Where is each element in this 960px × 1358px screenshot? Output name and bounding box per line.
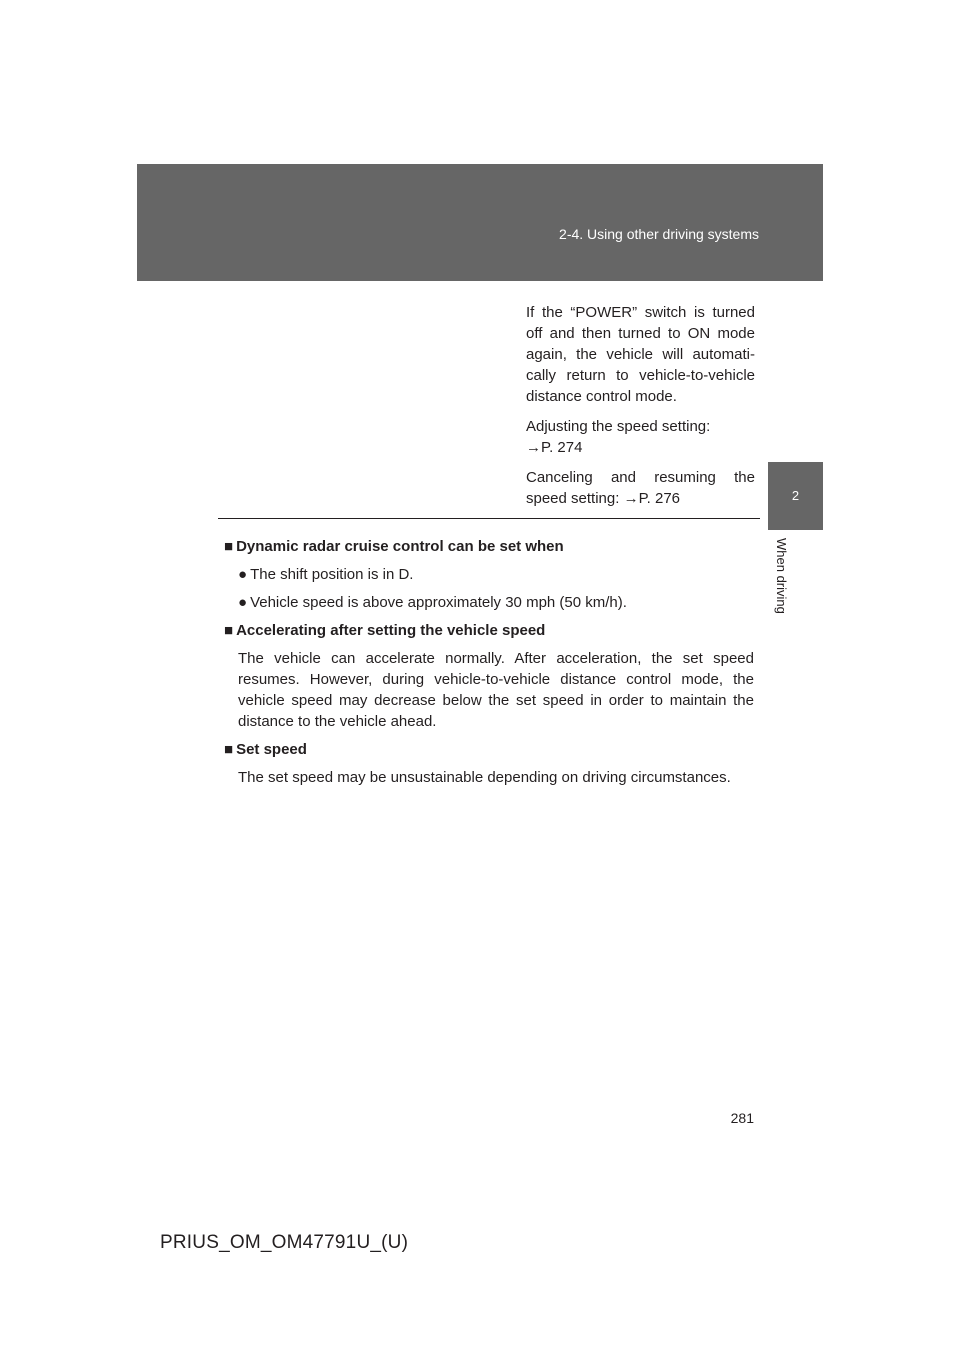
power-switch-note: If the “POWER” switch is turned off and then turned to ON mode again, the vehicle will automati- cally return to vehicle-to-vehicle distance control mode. [526,304,755,405]
chapter-number: 2 [791,488,800,503]
square-marker-icon: ■ [224,741,234,758]
square-marker-icon: ■ [224,622,234,639]
page-number: 281 [730,1110,754,1126]
list-item [238,592,754,613]
bullet-icon: ● [238,566,248,583]
square-marker-icon: ■ [224,538,234,555]
section-title: 2-4. Using other driving systems [559,226,759,242]
note-heading [224,620,754,641]
note-heading [224,536,754,557]
adjust-speed-label: Adjusting the speed setting: [526,418,711,435]
chapter-label: When driving [774,538,789,614]
note-body: The set speed may be unsustainable depending on driving circumstances. [238,769,731,786]
list-item [238,564,754,585]
list-item-text: The shift position is in D. [250,566,414,583]
note-heading [224,739,754,760]
list-item-text: Vehicle speed is above approximately 30 mph (50 km/h). [250,594,627,611]
chapter-tab [768,462,823,530]
info-column [526,302,755,518]
notes-section [224,536,754,795]
note-heading-text: Set speed [236,741,307,758]
bullet-icon: ● [238,594,248,611]
adjust-speed-ref: →P. 274 [526,439,583,456]
header-band [137,164,823,281]
note-heading-text: Accelerating after setting the vehicle speed [236,622,546,639]
note-heading-text: Dynamic radar cruise control can be set when [236,538,564,555]
cancel-resume-note: Canceling and resuming the speed setting: →P. 276 [526,469,755,507]
note-body: The vehicle can accelerate normally. After acceleration, the set speed resumes. However, during vehicle-to-vehicle distance control mode, the vehicle speed may decrease below the set speed in order to maintain the distance to the vehicle ahead. [238,650,754,730]
divider [218,518,760,519]
document-code: PRIUS_OM_OM47791U_(U) [160,1232,409,1253]
